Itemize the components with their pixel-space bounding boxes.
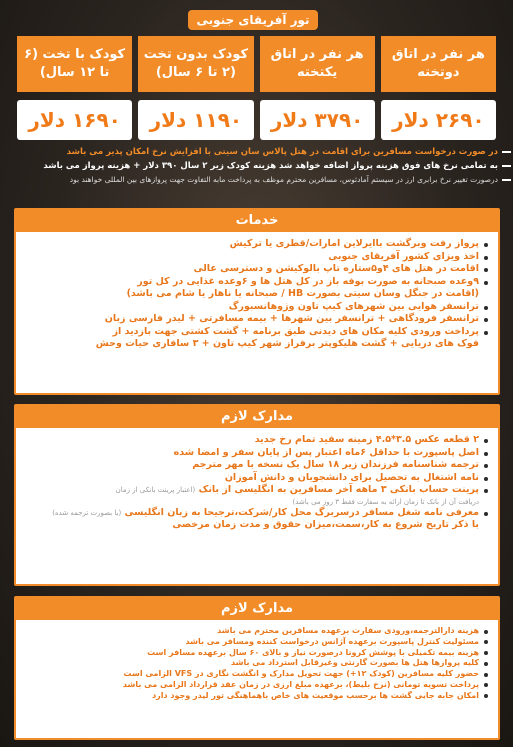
list-item: با ذکر تاریخ شروع به کار،سمت،میزان حقوق و مدت زمان مرخصی: [172, 519, 479, 530]
bullet-icon: [484, 512, 488, 516]
bullet-icon: [484, 439, 488, 443]
price-label: کودک بدون تخت (۲ تا ۶ سال): [138, 36, 253, 92]
list-item: دریافت آن از بانک تا زمان ارائه به سفارت فقط ۳ روز می باشد): [292, 497, 479, 506]
list-item: مسئولیت کنترل پاسپورت برعهده آژانس درخواست کننده ومسافر می باشد: [26, 637, 488, 648]
list-item: پرینت حساب بانکی ۳ ماهه آخر مسافرین به انگلیسی از بانک (اعتبار پرینت بانکی از زمان: [26, 484, 488, 497]
list-item: امکان جابه جایی گشت ها برحسب موقعیت های خاص باهماهنگی تور لیدر وجود دارد: [26, 691, 488, 702]
services-section: [14, 208, 500, 395]
terms-list: [16, 620, 498, 708]
bullet-icon: [484, 464, 488, 468]
services-list: [16, 232, 498, 357]
bullet-icon: [484, 256, 488, 260]
bullet-icon: [484, 630, 488, 634]
terms-section: [14, 596, 500, 740]
note-item: درصورت تغییر نرخ برابری ارز در سیستم آماد‌ئوس، مسافرین محترم موظف به پرداخت مابه التفاوت جهت پروازهای بین المللی خواهند بود: [6, 174, 511, 186]
list-item: اقامت در هتل های ۴و۵ستاره تاپ بالوکیشن و دسترسی عالی: [26, 263, 488, 276]
list-item: هزینه بیمه تکمیلی با پوشش کرونا درصورت نیاز و بالای ۶۰ سال برعهده مسافر است: [26, 648, 488, 659]
bullet-icon: [484, 694, 488, 698]
dash-icon: [502, 151, 511, 153]
documents-section: [14, 404, 500, 586]
bullet-icon: [484, 673, 488, 677]
section-title: مدارک لازم: [16, 598, 498, 620]
price-value: ۱۱۹۰ دلار: [138, 100, 253, 140]
dash-icon: [502, 165, 511, 167]
bullet-icon: [484, 477, 488, 481]
bullet-icon: [484, 640, 488, 644]
list-item: ترانسفر فرودگاهی + ترانسفر بین شهرها + بیمه مسافرتی + لیدر فارسی زبان: [26, 313, 488, 326]
section-title: خدمات: [16, 210, 498, 232]
bullet-icon: [484, 281, 488, 285]
note-item: در صورت درخواست مسافرین برای اقامت در هتل پالاس سان سیتی با افزایش نرخ امکان پذیر می باشد: [6, 146, 511, 158]
price-label: هر نفر در اتاق یکتخته: [260, 36, 375, 92]
tour-title: تور آفریقای جنوبی: [188, 10, 318, 30]
bullet-icon: [484, 318, 488, 322]
list-item: حضور کلیه مسافرین (کودک ۱۲+) جهت تحویل مدارک و انگشت نگاری در VFS الزامی است: [26, 669, 488, 680]
list-item: هزینه دارالترجمه،ورودی سفارت برعهده مسافرین محترم می باشد: [26, 626, 488, 637]
list-item: اصل پاسپورت با حداقل ۶ماه اعتبار پس از پایان سفر و امضا شده: [26, 447, 488, 460]
bullet-icon: [484, 306, 488, 310]
bullet-icon: [484, 489, 488, 493]
bullet-icon: [484, 331, 488, 335]
bullet-icon: [484, 683, 488, 687]
list-item: پرداخت ورودی کلیه مکان های دیدنی طبق برنامه + گشت کشتی جهت بازدید از: [26, 326, 488, 339]
list-item: ترجمه شناسنامه فرزندان زیر ۱۸ سال یک نسخه با مهر مترجم: [26, 459, 488, 472]
list-item: کلیه پروازها هتل ها بصورت گارنتی وغیرقابل استرداد می باشد: [26, 658, 488, 669]
price-value: ۱۶۹۰ دلار: [17, 100, 132, 140]
list-item: (اقامت در جنگل وسان سیتی بصورت HB / صبحانه یا ناهار یا شام می باشد): [126, 288, 479, 299]
list-item: ۹وعده صبحانه به صورت بوفه باز در کل هتل ها و ۶وعده غذایی در کل تور: [26, 276, 488, 289]
note-item: به تمامی نرخ های فوق هزینه پرواز اضافه خواهد شد هزینه کودک زیر ۲ سال ۳۹۰ دلار + هزینه پرواز می باشد: [6, 160, 511, 172]
bullet-icon: [484, 243, 488, 247]
documents-list: [16, 428, 498, 538]
list-item: پرداخت تسویه تومانی (نرخ بلیط)، برعهده مبلغ ارزی در زمان عقد قرارداد الزامی می باشد: [26, 680, 488, 691]
list-item: ترانسفر هوایی بین شهرهای کیپ تاون وژوهانسبورگ: [26, 301, 488, 314]
price-notes: [6, 146, 511, 188]
price-value: ۲۶۹۰ دلار: [381, 100, 496, 140]
list-item: اخذ ویزای کشور آفریقای جنوبی: [26, 251, 488, 264]
list-item: ۲ قطعه عکس ۳.۵*۴.۵ زمینه سفید تمام رخ جدید: [26, 434, 488, 447]
list-item: نامه اشتغال به تحصیل برای دانشجویان و دانش آموزان: [26, 472, 488, 485]
price-label: هر نفر در اتاق دوتخته: [381, 36, 496, 92]
price-label: کودک با تخت (۶ تا ۱۲ سال): [17, 36, 132, 92]
list-item: پرواز رفت وبرگشت باایرلاین امارات/قطری یا ترکیش: [26, 238, 488, 251]
price-card-single: [257, 36, 378, 142]
dash-icon: [502, 179, 511, 181]
price-card-double: [378, 36, 499, 142]
price-card-child-no-bed: [135, 36, 256, 142]
price-card-child-with-bed: [14, 36, 135, 142]
bullet-icon: [484, 662, 488, 666]
bullet-icon: [484, 268, 488, 272]
list-item: معرفی نامه شغل مسافر درسربرگ محل کار/شرکت،ترجیحا به زبان انگلیسی (یا بصورت ترجمه شده): [26, 507, 488, 520]
bullet-icon: [484, 651, 488, 655]
price-grid: [14, 36, 499, 142]
price-value: ۳۷۹۰ دلار: [260, 100, 375, 140]
section-title: مدارک لازم: [16, 406, 498, 428]
bullet-icon: [484, 452, 488, 456]
list-item: فوک های دریایی + گشت هلیکوپتر برفراز شهر کیپ تاون + ۳ سافاری حیات وحش: [95, 338, 479, 349]
